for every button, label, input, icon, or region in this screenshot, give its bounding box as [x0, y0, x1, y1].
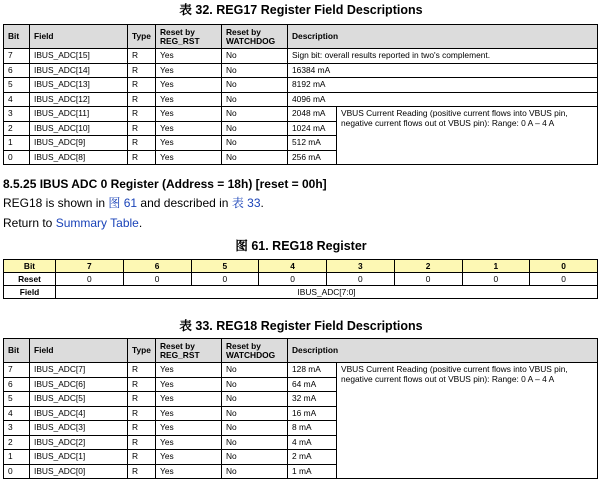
- paragraph-text: Return to: [3, 216, 56, 230]
- reg-rst-cell: Yes: [156, 421, 222, 436]
- paragraph-text: REG18 is shown in: [3, 196, 109, 210]
- table32-header-row: [4, 25, 598, 49]
- watchdog-cell: No: [222, 464, 288, 479]
- section-paragraph-1: [3, 196, 264, 210]
- type-cell: R: [128, 78, 156, 93]
- field-cell: IBUS_ADC[2]: [30, 435, 128, 450]
- bit-cell: 6: [4, 377, 30, 392]
- bit-number: 7: [56, 260, 124, 273]
- col-header-description: Description: [288, 25, 598, 49]
- field-cell: IBUS_ADC[12]: [30, 92, 128, 107]
- watchdog-cell: No: [222, 49, 288, 64]
- col-header-reset-watchdog: Reset by WATCHDOG: [222, 339, 288, 363]
- bit-row-label: Bit: [4, 260, 56, 273]
- description-cell: 64 mA: [288, 377, 337, 392]
- reg-rst-cell: Yes: [156, 363, 222, 378]
- type-cell: R: [128, 92, 156, 107]
- reg-rst-cell: Yes: [156, 92, 222, 107]
- reg-rst-cell: Yes: [156, 377, 222, 392]
- field-cell: IBUS_ADC[9]: [30, 136, 128, 151]
- type-cell: R: [128, 63, 156, 78]
- watchdog-cell: No: [222, 136, 288, 151]
- col-header-type: Type: [128, 339, 156, 363]
- shared-description-cell: VBUS Current Reading (positive current flows into VBUS pin, negative current flows out ot VBUS pin): Range: 0 A – 4 A: [337, 363, 598, 479]
- table33: [3, 338, 598, 479]
- reset-value: 0: [259, 273, 327, 286]
- reg-rst-cell: Yes: [156, 392, 222, 407]
- description-cell: 16384 mA: [288, 63, 598, 78]
- col-header-type: Type: [128, 25, 156, 49]
- paragraph-text: and described in: [137, 196, 232, 210]
- field-cell: IBUS_ADC[15]: [30, 49, 128, 64]
- description-cell: 8192 mA: [288, 78, 598, 93]
- field-cell: IBUS_ADC[13]: [30, 78, 128, 93]
- description-cell: 16 mA: [288, 406, 337, 421]
- watchdog-cell: No: [222, 392, 288, 407]
- col-header-bit: Bit: [4, 25, 30, 49]
- table32-caption: 表 32. REG17 Register Field Descriptions: [179, 3, 423, 17]
- col-header-reset-reg-rst: Reset by REG_RST: [156, 25, 222, 49]
- table-row: [4, 107, 598, 122]
- reset-value: 0: [462, 273, 530, 286]
- figure-61-link[interactable]: 图 61: [108, 196, 138, 210]
- field-cell: IBUS_ADC[7]: [30, 363, 128, 378]
- watchdog-cell: No: [222, 107, 288, 122]
- field-row: [4, 286, 598, 299]
- description-cell: 2 mA: [288, 450, 337, 465]
- reg-rst-cell: Yes: [156, 107, 222, 122]
- type-cell: R: [128, 421, 156, 436]
- bit-number: 4: [259, 260, 327, 273]
- bit-cell: 3: [4, 421, 30, 436]
- field-cell: IBUS_ADC[10]: [30, 121, 128, 136]
- reset-value: 0: [530, 273, 598, 286]
- bit-cell: 0: [4, 150, 30, 165]
- type-cell: R: [128, 450, 156, 465]
- bit-row: [4, 260, 598, 273]
- reset-value: 0: [327, 273, 395, 286]
- type-cell: R: [128, 136, 156, 151]
- paragraph-text: .: [260, 196, 264, 210]
- type-cell: R: [128, 107, 156, 122]
- table-row: [4, 78, 598, 93]
- bit-cell: 4: [4, 406, 30, 421]
- watchdog-cell: No: [222, 150, 288, 165]
- type-cell: R: [128, 363, 156, 378]
- reset-row: [4, 273, 598, 286]
- reset-row-label: Reset: [4, 273, 56, 286]
- description-cell: 1 mA: [288, 464, 337, 479]
- figure61-caption: 图 61. REG18 Register: [235, 239, 367, 253]
- col-header-field: Field: [30, 25, 128, 49]
- description-cell: Sign bit: overall results reported in two's complement.: [288, 49, 598, 64]
- watchdog-cell: No: [222, 435, 288, 450]
- type-cell: R: [128, 49, 156, 64]
- bit-number: 5: [191, 260, 259, 273]
- watchdog-cell: No: [222, 78, 288, 93]
- reg-rst-cell: Yes: [156, 406, 222, 421]
- description-cell: 4096 mA: [288, 92, 598, 107]
- bit-cell: 1: [4, 450, 30, 465]
- section-heading: 8.5.25 IBUS ADC 0 Register (Address = 18h) [reset = 00h]: [3, 177, 327, 191]
- col-header-bit: Bit: [4, 339, 30, 363]
- bit-cell: 2: [4, 435, 30, 450]
- bit-number: 1: [462, 260, 530, 273]
- field-name-cell: IBUS_ADC[7:0]: [56, 286, 598, 299]
- type-cell: R: [128, 464, 156, 479]
- bit-cell: 5: [4, 78, 30, 93]
- description-cell: 2048 mA: [288, 107, 337, 122]
- field-cell: IBUS_ADC[8]: [30, 150, 128, 165]
- paragraph-text: .: [138, 216, 143, 230]
- bit-cell: 1: [4, 136, 30, 151]
- field-row-label: Field: [4, 286, 56, 299]
- table-row: [4, 63, 598, 78]
- field-cell: IBUS_ADC[3]: [30, 421, 128, 436]
- col-header-reset-reg-rst: Reset by REG_RST: [156, 339, 222, 363]
- col-header-description: Description: [288, 339, 598, 363]
- type-cell: R: [128, 406, 156, 421]
- reset-value: 0: [123, 273, 191, 286]
- summary-table-link[interactable]: Summary Table: [55, 216, 139, 230]
- watchdog-cell: No: [222, 450, 288, 465]
- bit-number: 6: [123, 260, 191, 273]
- watchdog-cell: No: [222, 63, 288, 78]
- reg-rst-cell: Yes: [156, 150, 222, 165]
- field-cell: IBUS_ADC[11]: [30, 107, 128, 122]
- bit-cell: 2: [4, 121, 30, 136]
- table33-caption: 表 33. REG18 Register Field Descriptions: [179, 319, 423, 333]
- type-cell: R: [128, 150, 156, 165]
- table-33-link[interactable]: 表 33: [231, 196, 261, 210]
- shared-description-cell: VBUS Current Reading (positive current flows into VBUS pin, negative current flows out ot VBUS pin): Range: 0 A – 4 A: [337, 107, 598, 165]
- bit-cell: 7: [4, 363, 30, 378]
- table-row: [4, 92, 598, 107]
- description-cell: 32 mA: [288, 392, 337, 407]
- bit-cell: 7: [4, 49, 30, 64]
- description-cell: 256 mA: [288, 150, 337, 165]
- field-cell: IBUS_ADC[0]: [30, 464, 128, 479]
- watchdog-cell: No: [222, 421, 288, 436]
- reg-rst-cell: Yes: [156, 136, 222, 151]
- description-cell: 8 mA: [288, 421, 337, 436]
- bit-cell: 0: [4, 464, 30, 479]
- watchdog-cell: No: [222, 406, 288, 421]
- table-row: [4, 363, 598, 378]
- field-cell: IBUS_ADC[5]: [30, 392, 128, 407]
- reg-rst-cell: Yes: [156, 78, 222, 93]
- field-cell: IBUS_ADC[14]: [30, 63, 128, 78]
- table-row: [4, 49, 598, 64]
- table32: [3, 24, 598, 165]
- type-cell: R: [128, 377, 156, 392]
- bit-number: 0: [530, 260, 598, 273]
- bit-cell: 4: [4, 92, 30, 107]
- description-cell: 512 mA: [288, 136, 337, 151]
- type-cell: R: [128, 435, 156, 450]
- bit-cell: 5: [4, 392, 30, 407]
- bit-cell: 6: [4, 63, 30, 78]
- field-cell: IBUS_ADC[1]: [30, 450, 128, 465]
- description-cell: 1024 mA: [288, 121, 337, 136]
- reg-rst-cell: Yes: [156, 121, 222, 136]
- reg-rst-cell: Yes: [156, 63, 222, 78]
- type-cell: R: [128, 121, 156, 136]
- reset-value: 0: [56, 273, 124, 286]
- reset-value: 0: [394, 273, 462, 286]
- field-cell: IBUS_ADC[4]: [30, 406, 128, 421]
- register-map-table: [3, 259, 598, 299]
- description-cell: 128 mA: [288, 363, 337, 378]
- field-cell: IBUS_ADC[6]: [30, 377, 128, 392]
- bit-number: 3: [327, 260, 395, 273]
- watchdog-cell: No: [222, 377, 288, 392]
- section-paragraph-2: [3, 216, 142, 230]
- col-header-field: Field: [30, 339, 128, 363]
- reg-rst-cell: Yes: [156, 450, 222, 465]
- table33-header-row: [4, 339, 598, 363]
- reg-rst-cell: Yes: [156, 435, 222, 450]
- reg-rst-cell: Yes: [156, 49, 222, 64]
- watchdog-cell: No: [222, 363, 288, 378]
- reg-rst-cell: Yes: [156, 464, 222, 479]
- watchdog-cell: No: [222, 121, 288, 136]
- type-cell: R: [128, 392, 156, 407]
- watchdog-cell: No: [222, 92, 288, 107]
- bit-number: 2: [394, 260, 462, 273]
- description-cell: 4 mA: [288, 435, 337, 450]
- bit-cell: 3: [4, 107, 30, 122]
- reset-value: 0: [191, 273, 259, 286]
- col-header-reset-watchdog: Reset by WATCHDOG: [222, 25, 288, 49]
